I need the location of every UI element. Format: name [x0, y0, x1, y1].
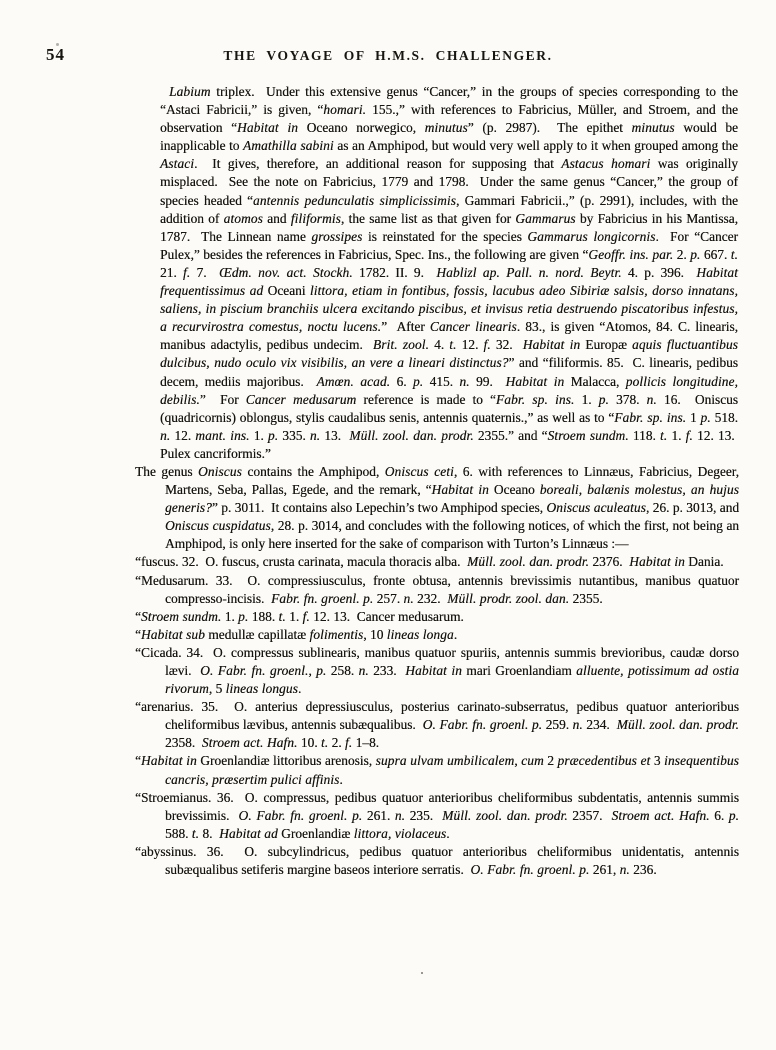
species-entry-stroem-sundm: “Stroem sundm. 1. p. 188. t. 1. f. 12. 13. Cancer medusarum. [135, 608, 464, 624]
species-entry-arenarius: “arenarius. 35. O. anterius depressiusculus, posterius carinato-subserratus, pedibus quatuor anterioribus cheliformibus lævibus, antennis subæqualibus. O. Fabr. fn. groenl. p. 259. n. 234. Müll. zool. dan. prodr. 2358. Stroem act. Hafn. 10. t. 2. f. 1–8. [135, 699, 739, 751]
species-entry-stroemianus: “Stroemianus. 36. O. compressus, pedibus quatuor anterioribus cheliformibus subdentatis, antennis summis brevissimis. O. Fabr. fn. groenl. p. 261. n. 235. Müll. zool. dan. prodr. 2357. Stroem act. Hafn. 6. p. 588. t. 8. Habitat ad Groenlandiæ littora, violaceus. [135, 789, 740, 841]
species-entry-abyssinus: “abyssinus. 36. O. subcylindricus, pedibus quatuor anterioribus cheliformibus unidentatis, antennis subæqualibus setiferis margine baseos interiore serratis. O. Fabr. fn. groenl. p. 261, n. 236. [135, 843, 739, 878]
paragraph-genus-oniscus: The genus Oniscus contains the Amphipod, Oniscus ceti, 6. with references to Linnæus, Fabricius, Degeer, Martens, Seba, Pallas, Egede, and the remark, “Habitat in Oceano boreali, balænis molestus, an hujus generis?” p. 3011. It contains also Lepechin’s two Amphipod species, Oniscus aculeatus, 26. p. 3013, and Oniscus cuspidatus, 28. p. 3014, and concludes with the following notices, of which the first, not being an Amphipod, is only here inserted for the sake of comparison with Turton’s Linnæus :— [135, 463, 740, 552]
species-entry-habitat-groenlandiae: “Habitat in Groenlandiæ littoribus arenosis, supra ulvam umbilicalem, cum 2 præcedentibus et 3 insequentibus cancris, præsertim pulici affinis. [135, 753, 739, 787]
page-number: 54 [46, 45, 65, 64]
species-entry-cicada: “Cicada. 34. O. compressus sublinearis, manibus quatuor spuriis, antennis summis brevioribus, caudæ dorso lævi. O. Fabr. fn. groenl., p. 258. n. 233. Habitat in mari Groenlandiam alluente, potissimum ad ostia rivorum, 5 lineas longus. [135, 644, 739, 697]
scan-artifact-dot [421, 972, 423, 974]
species-entry-fuscus: “fuscus. 32. O. fuscus, crusta carinata, macula thoracis alba. Müll. zool. dan. prodr. 2376. Habitat in Dania. [135, 554, 724, 570]
running-title: THE VOYAGE OF H.M.S. CHALLENGER. [223, 48, 553, 63]
species-entry-medusarum: “Medusarum. 33. O. compressiusculus, fronte obtusa, antennis brevissimis nutantibus, manibus quatuor compresso-incisis. Fabr. fn. groenl. p. 257. n. 232. Müll. prodr. zool. dan. 2355. [135, 572, 739, 606]
scan-artifact-speck [56, 43, 59, 46]
text-block [135, 83, 739, 879]
paragraph-labium-triplex: Labium triplex. Under this extensive genus “Cancer,” in the groups of species corresponding to the “Astaci Fabricii,” is given, “homari. 155.,” with references to Fabricius, Müller, and Stroem, and the observation “Habitat in Oceano norwegico, minutus” (p. 2987). The epithet minutus would be inapplicable to Amathilla sabini as an Amphipod, but would very well apply to it when grouped among the Astaci. It gives, therefore, an additional reason for supposing that Astacus homari was originally misplaced. See the note on Fabricius, 1779 and 1798. Under the same genus “Cancer,” the group of species headed “antennis pedunculatis simplicissimis, Gammari Fabricii.,” (p. 2991), includes, with the addition of atomos and filiformis, the same list as that given for Gammarus by Fabricius in his Mantissa, 1787. The Linnean name grossipes is reinstated for the species Gammarus longicornis. For “Cancer Pulex,” besides the references in Fabricius, Spec. Ins., the following are given “Geoffr. ins. par. 2. p. 667. t. 21. f. 7. Œdm. nov. act. Stockh. 1782. II. 9. Hablizl ap. Pall. n. nord. Beytr. 4. p. 396. Habitat frequentissimus ad Oceani littora, etiam in fontibus, fossis, lacubus adeo Sibiriæ salsis, dorso innatans, saliens, in piscium branchiis ulcera excitando piscibus, et invisus retia destruendo piscatoribus infestus, a recurvirostra comestus, noctu lucens.” After Cancer linearis. 83., is given “Atomos, 84. C. linearis, manibus adactylis, pedibus undecim. Brit. zool. 4. t. 12. f. 32. Habitat in Europæ aquis fluctuantibus dulcibus, nudo oculo vix visibilis, an vere a lineari distinctus?” and “filiformis. 85. C. linearis, pedibus decem, mediis majoribus. Amœn. acad. 6. p. 415. n. 99. Habitat in Malacca, pollicis longitudine, debilis.” For Cancer medusarum reference is made to “Fabr. sp. ins. 1. p. 378. n. 16. Oniscus (quadricornis) oblongus, stylis caudalibus senis, antennis quaternis.,” as well as to “Fabr. sp. ins. 1 p. 518. n. 12. mant. ins. 1. p. 335. n. 13. Müll. zool. dan. prodr. 2355.” and “Stroem sundm. 118. t. 1. f. 12. 13. Pulex cancriformis.” [160, 84, 739, 461]
species-entry-habitat-sub: “Habitat sub medullæ capillatæ folimentis, 10 lineas longa. [135, 626, 458, 642]
